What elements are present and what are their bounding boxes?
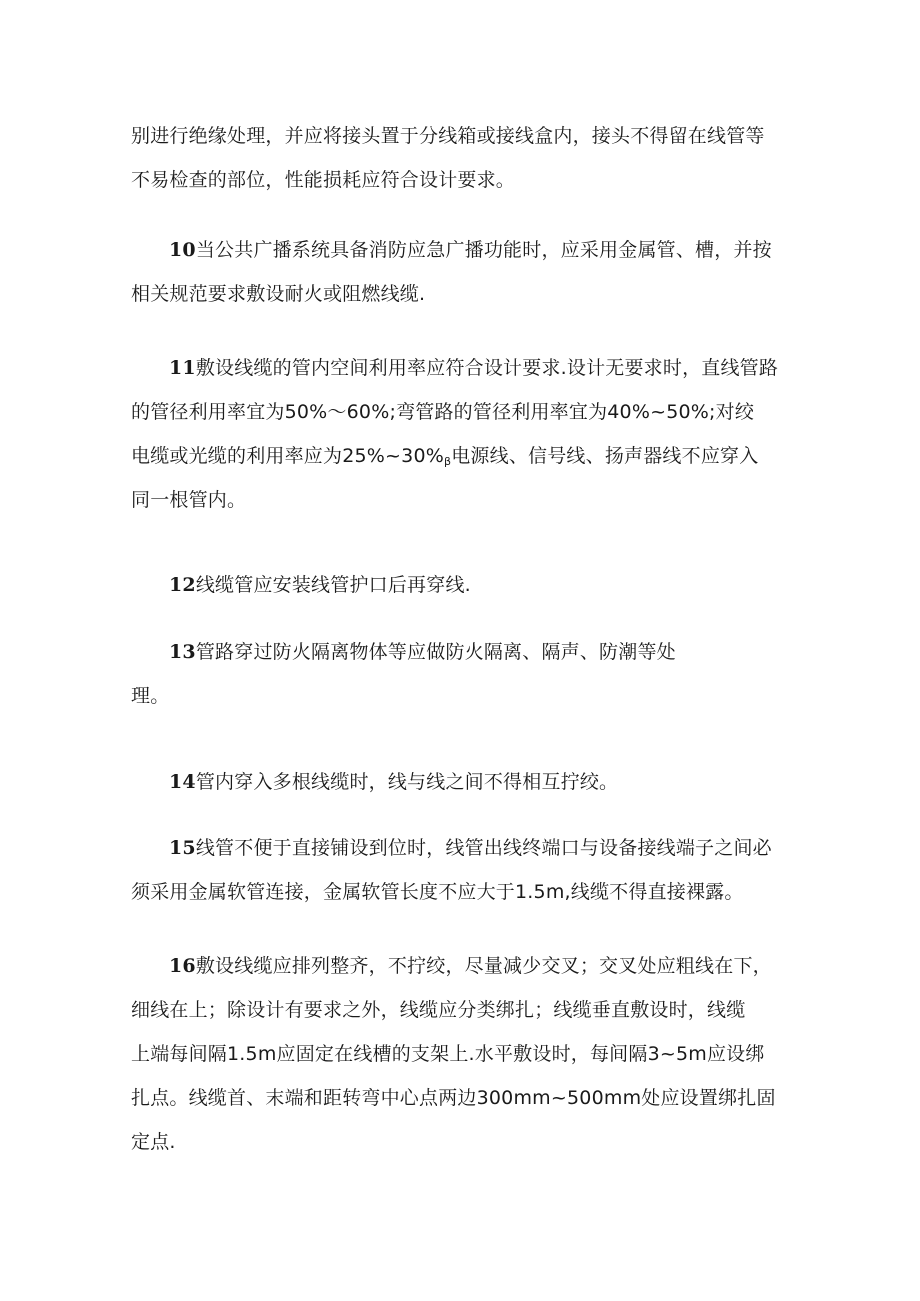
text-fragment: 管路穿过防火隔离物体等应做防火隔离、隔声、防潮等处 [195, 641, 676, 663]
text-line: 同一根管内。 [131, 489, 247, 511]
text-fragment: 线缆管应安装线管护口后再穿线. [195, 574, 471, 596]
text-fragment: 电源线、信号线、扬声器线不应穿入 [451, 445, 759, 467]
paragraph-14 [131, 760, 791, 804]
paragraph-13 [131, 630, 791, 718]
subscript-mark: β [443, 455, 452, 468]
text-line: 上端每间隔1.5m应固定在线槽的支架上.水平敷设时，每间隔3~5m应设绑 [131, 1043, 765, 1065]
text-line [131, 944, 791, 988]
item-number: 15 [169, 837, 196, 859]
text-line [131, 826, 791, 870]
item-number: 12 [169, 574, 196, 596]
item-number: 13 [169, 641, 196, 663]
text-line: 的管径利用率宜为50%～60%;弯管路的管径利用率宜为40%~50%;对绞 [131, 401, 755, 423]
text-line [131, 346, 791, 390]
text-fragment: 当公共广播系统具备消防应急广播功能时，应采用金属管、槽，并按 [195, 239, 772, 261]
text-fragment: 敷设线缆的管内空间利用率应符合设计要求.设计无要求时，直线管路 [195, 357, 779, 379]
text-line [131, 563, 791, 607]
text-fragment: 管内穿入多根线缆时，线与线之间不得相互拧绞。 [195, 771, 619, 793]
text-line: 相关规范要求敷设耐火或阻燃线缆. [131, 283, 426, 305]
text-fragment: 电缆或光缆的利用率应为25%~30% [131, 445, 444, 467]
text-line [131, 760, 791, 804]
item-number: 11 [169, 357, 196, 379]
paragraph-15 [131, 826, 791, 914]
item-number: 16 [169, 955, 196, 977]
paragraph-11 [131, 346, 791, 522]
text-fragment: 敷设线缆应排列整齐，不拧绞，尽量减少交叉；交叉处应粗线在下， [195, 955, 772, 977]
item-number: 14 [169, 771, 196, 793]
text-line: 不易检查的部位，性能损耗应符合设计要求。 [131, 169, 516, 191]
item-number: 10 [169, 239, 196, 261]
text-line [131, 434, 791, 478]
text-line: 细线在上；除设计有要求之外，线缆应分类绑扎；线缆垂直敷设时，线缆 [131, 999, 746, 1021]
text-line: 别进行绝缘处理，并应将接头置于分线箱或接线盒内，接头不得留在线管等 [131, 125, 765, 147]
text-line: 须采用金属软管连接，金属软管长度不应大于1.5m,线缆不得直接裸露。 [131, 881, 744, 903]
paragraph-12 [131, 563, 791, 607]
text-fragment: 线管不便于直接铺设到位时，线管出线终端口与设备接线端子之间必 [195, 837, 772, 859]
text-line: 扎点。线缆首、末端和距转弯中心点两边300mm~500mm处应设置绑扎固 [131, 1087, 776, 1109]
paragraph-10 [131, 228, 791, 316]
paragraph-16 [131, 944, 791, 1164]
text-line: 定点. [131, 1131, 176, 1153]
paragraph-continuation [131, 114, 791, 202]
text-line: 理。 [131, 685, 170, 707]
text-line [131, 630, 791, 674]
text-line [131, 228, 791, 272]
